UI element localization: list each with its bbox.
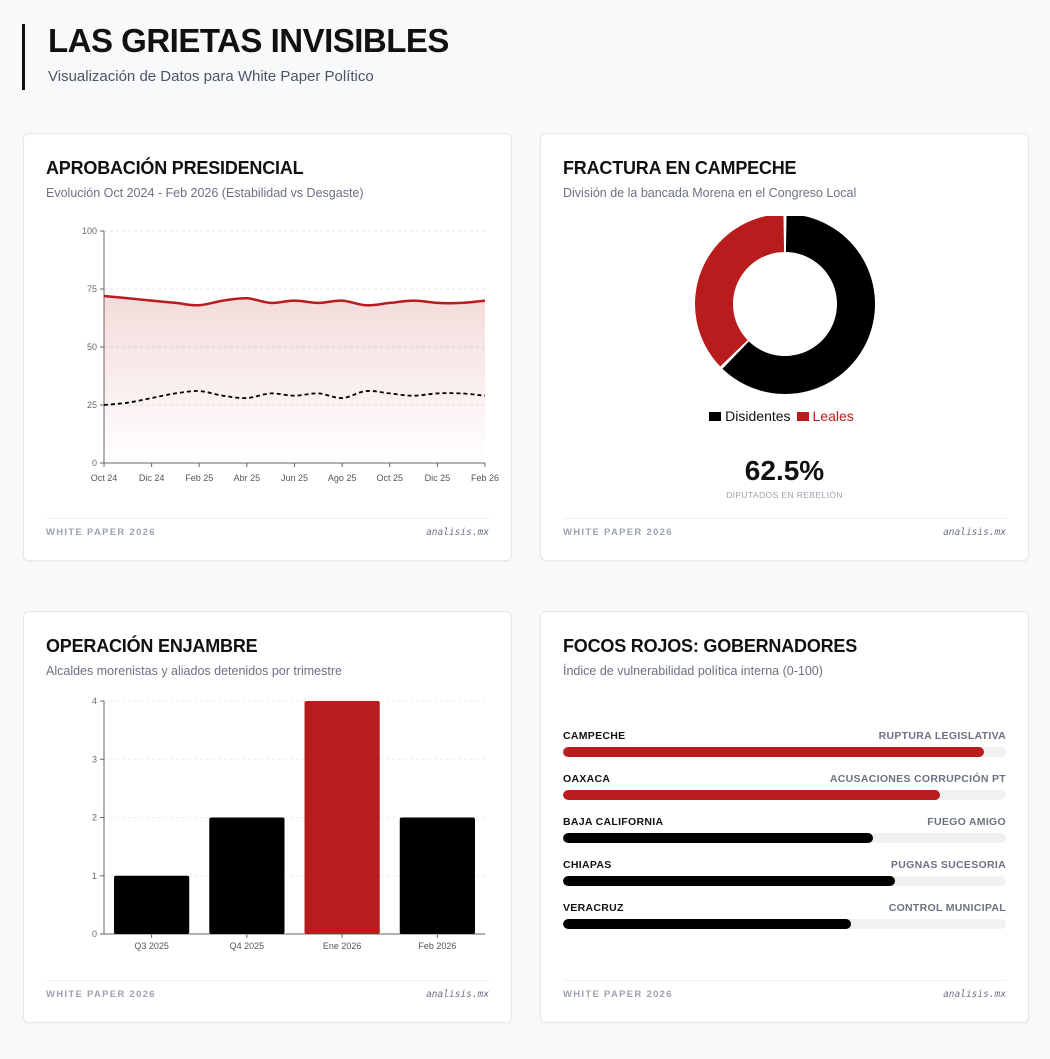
approval-title: APROBACIÓN PRESIDENCIAL: [46, 158, 304, 178]
bar: [305, 701, 380, 934]
governor-state: CHIAPAS: [563, 859, 612, 871]
campeche-card: [540, 133, 1029, 561]
vulnerability-track: [563, 747, 1006, 757]
footer-label: WHITE PAPER 2026: [563, 989, 673, 1000]
y-tick-label: 25: [86, 400, 97, 410]
legend-item: [797, 408, 854, 424]
bar: [209, 818, 284, 935]
footer-label: WHITE PAPER 2026: [563, 527, 673, 538]
x-tick-label: Ago 25: [327, 473, 357, 483]
governor-tag: RUPTURA LEGISLATIVA: [878, 730, 1006, 742]
legend-label: Leales: [812, 408, 854, 424]
governors-footer: [563, 980, 1006, 1000]
x-tick-label: Q3 2025: [134, 941, 169, 951]
governors-subtitle: Índice de vulnerabilidad política interna (0-100): [563, 664, 823, 678]
vulnerability-bar: [563, 876, 895, 886]
legend-label: Disidentes: [725, 408, 791, 424]
vulnerability-track: [563, 833, 1006, 843]
page-title: LAS GRIETAS INVISIBLES: [48, 22, 449, 59]
governor-tag: CONTROL MUNICIPAL: [888, 902, 1006, 914]
rebellion-stat-label: DIPUTADOS EN REBELIÓN: [726, 490, 843, 500]
campeche-donut-chart: [541, 216, 1030, 416]
governor-tag: PUGNAS SUCESORIA: [890, 859, 1006, 871]
x-tick-label: Oct 25: [376, 473, 404, 483]
x-tick-label: Feb 26: [470, 473, 500, 483]
enjambre-bar-chart: [24, 692, 513, 962]
x-tick-label: Dic 24: [138, 473, 165, 483]
governor-state: CAMPECHE: [563, 730, 626, 742]
vulnerability-bar: [563, 747, 984, 757]
y-tick-label: 50: [86, 342, 97, 352]
footer-label: WHITE PAPER 2026: [46, 527, 156, 538]
enjambre-title: OPERACIÓN ENJAMBRE: [46, 636, 258, 656]
footer-label: WHITE PAPER 2026: [46, 989, 156, 1000]
governor-tag: FUEGO AMIGO: [927, 816, 1006, 828]
vulnerability-bar: [563, 919, 851, 929]
y-tick-label: 75: [86, 284, 97, 294]
y-tick-label: 3: [91, 754, 97, 765]
x-tick-label: Abr 25: [233, 473, 261, 483]
governor-state: OAXACA: [563, 773, 611, 785]
enjambre-footer: [46, 980, 489, 1000]
footer-site: analisis.mx: [426, 527, 489, 538]
governor-row: [563, 859, 1006, 902]
x-tick-label: Ene 2026: [322, 941, 362, 951]
page-header: [22, 24, 449, 90]
footer-site: analisis.mx: [943, 989, 1006, 1000]
y-tick-label: 100: [81, 226, 97, 236]
governor-row: [563, 816, 1006, 859]
governors-bar-list: [563, 730, 1006, 945]
vulnerability-track: [563, 876, 1006, 886]
vulnerability-bar: [563, 833, 873, 843]
page-subtitle: Visualización de Datos para White Paper Político: [48, 68, 374, 85]
enjambre-subtitle: Alcaldes morenistas y aliados detenidos por trimestre: [46, 664, 342, 678]
x-tick-label: Q4 2025: [229, 941, 265, 951]
x-tick-label: Jun 25: [280, 473, 309, 483]
legend-item: [709, 408, 790, 424]
x-tick-label: Dic 25: [424, 473, 451, 483]
governors-card: [540, 611, 1029, 1023]
governor-row: [563, 730, 1006, 773]
bar: [114, 876, 189, 934]
approval-footer: [46, 518, 489, 538]
vulnerability-track: [563, 790, 1006, 800]
approval-card: [23, 133, 512, 561]
approval-subtitle: Evolución Oct 2024 - Feb 2026 (Estabilidad vs Desgaste): [46, 186, 364, 200]
x-tick-label: Oct 24: [90, 473, 118, 483]
enjambre-card: [23, 611, 512, 1023]
vulnerability-bar: [563, 790, 940, 800]
governor-tag: ACUSACIONES CORRUPCIÓN PT: [829, 773, 1006, 785]
footer-site: analisis.mx: [943, 527, 1006, 538]
approval-line-chart: [24, 214, 513, 514]
x-tick-label: Feb 25: [185, 473, 214, 483]
donut-slice-leales: [695, 216, 784, 367]
campeche-title: FRACTURA EN CAMPECHE: [563, 158, 797, 178]
y-tick-label: 4: [91, 696, 97, 706]
campeche-subtitle: División de la bancada Morena en el Congreso Local: [563, 186, 857, 200]
governor-row: [563, 773, 1006, 816]
y-tick-label: 1: [91, 870, 97, 881]
y-tick-label: 0: [91, 929, 97, 939]
vulnerability-track: [563, 919, 1006, 929]
legend-swatch: [797, 412, 809, 421]
y-tick-label: 0: [91, 458, 97, 468]
governor-row: [563, 902, 1006, 945]
rebellion-stat: 62.5%: [744, 455, 825, 486]
approval-area: [104, 296, 485, 463]
x-tick-label: Feb 2026: [418, 941, 457, 951]
governor-state: BAJA CALIFORNIA: [563, 816, 664, 828]
donut-legend: [541, 408, 1028, 424]
bar: [400, 818, 475, 935]
legend-swatch: [709, 412, 721, 421]
governors-title: FOCOS ROJOS: GOBERNADORES: [563, 636, 858, 656]
campeche-footer: [563, 518, 1006, 538]
y-tick-label: 2: [91, 812, 97, 823]
governor-state: VERACRUZ: [563, 902, 624, 914]
footer-site: analisis.mx: [426, 989, 489, 1000]
